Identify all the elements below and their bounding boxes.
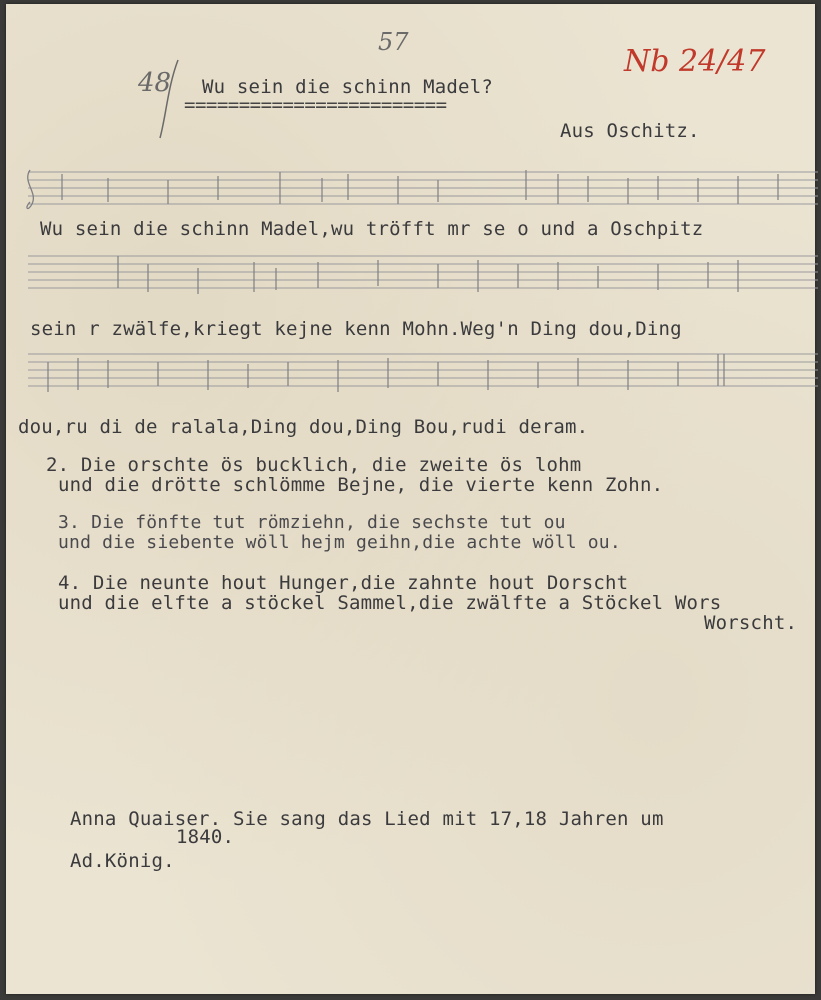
- singer-year: 1840.: [176, 826, 235, 848]
- music-staff-2: [18, 248, 818, 308]
- document-page: [6, 4, 815, 994]
- verse-4-line-b: und die elfte a stöckel Sammel,die zwälfte a Stöckel Wors: [58, 592, 722, 614]
- music-staff-3: [18, 346, 818, 406]
- singer-note: Anna Quaiser. Sie sang das Lied mit 17,18 Jahren um: [70, 808, 664, 830]
- verse-2-line-b: und die drötte schlömme Bejne, die vierte kenn Zohn.: [58, 474, 664, 496]
- item-number-handwritten: 48: [138, 68, 172, 98]
- title-underline: ========================: [184, 94, 447, 116]
- verse-3-line-a: 3. Die fönfte tut römziehn, die sechste tut ou: [58, 512, 566, 533]
- page-number-handwritten: 57: [378, 28, 409, 56]
- music-staff-1: [18, 164, 818, 224]
- catalog-mark-handwritten: Nb 24/47: [624, 44, 766, 79]
- handwritten-bracket: [156, 56, 186, 146]
- verse-4-line-c: Worscht.: [704, 612, 798, 634]
- verse-4-line-a: 4. Die neunte hout Hunger,die zahnte hout Dorscht: [58, 572, 629, 594]
- origin-label: Aus Oschitz.: [560, 120, 700, 142]
- collector-name: Ad.König.: [70, 850, 175, 872]
- lyrics-line-1: Wu sein die schinn Madel,wu tröfft mr se o und a Oschpitz: [40, 218, 704, 240]
- verse-3-line-b: und die siebente wöll hejm geihn,die achte wöll ou.: [58, 532, 621, 553]
- lyrics-line-2: sein r zwälfe,kriegt kejne kenn Mohn.Weg'n Ding dou,Ding: [30, 318, 682, 340]
- verse-2-line-a: 2. Die orschte ös bucklich, die zweite ös lohm: [46, 454, 582, 476]
- lyrics-line-3: dou,ru di de ralala,Ding dou,Ding Bou,rudi deram.: [18, 416, 589, 438]
- song-title: Wu sein die schinn Madel?: [202, 76, 493, 98]
